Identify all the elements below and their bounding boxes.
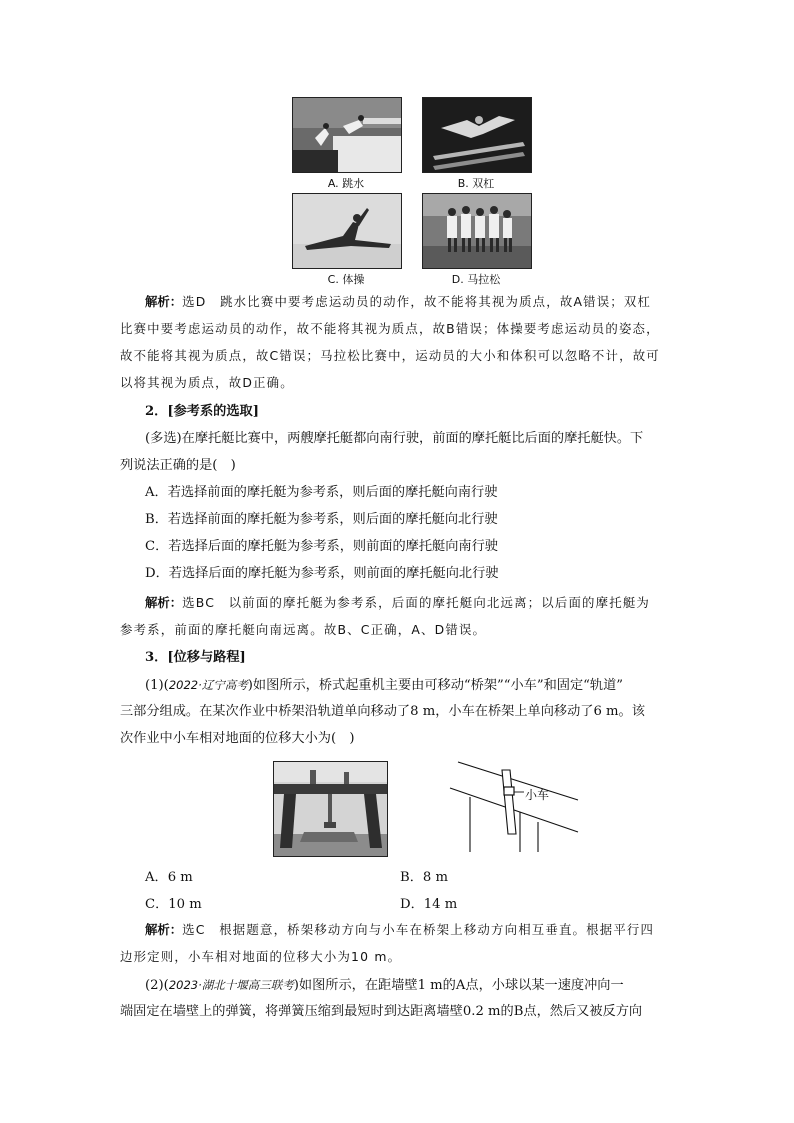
- source-tag: 2023·湖北十堰高三联考: [168, 978, 294, 992]
- q3-analysis-line-2: 边形定则，小车相对地面的位移大小为10 m。: [120, 949, 402, 964]
- analysis-label: 解析：: [145, 294, 183, 309]
- gantry-crane-photo: [273, 761, 388, 857]
- q2-heading: 2．[参考系的选取]: [145, 404, 259, 419]
- part-number: (1)(: [145, 678, 169, 693]
- gymnastics-photo: [292, 193, 402, 269]
- q2-option-d: D．若选择后面的摩托艇为参考系，则前面的摩托艇向北行驶: [145, 566, 499, 581]
- q3-option-c: C．10 m: [145, 897, 202, 912]
- parallel-bars-photo: [422, 97, 532, 173]
- analysis-text: 选BC 以前面的摩托艇为参考系，后面的摩托艇向北远离；以后面的摩托艇为: [182, 595, 650, 610]
- q2-stem-line-2: 列说法正确的是( ): [120, 458, 236, 473]
- q3-part2-line-2: 端固定在墙壁上的弹簧，将弹簧压缩到最短时到达距离墙壁0.2 m的B点，然后又被反方向: [120, 1004, 643, 1019]
- q3-part2-line-1: [145, 975, 624, 996]
- part-number: (2)(: [145, 978, 169, 993]
- part-text: )如图所示，桥式起重机主要由可移动“桥架”“小车”和固定“轨道”: [247, 678, 624, 693]
- q1-analysis-line-1: [145, 292, 651, 312]
- q2-option-b: B．若选择前面的摩托艇为参考系，则后面的摩托艇向北行驶: [145, 512, 498, 527]
- q3-analysis-line-1: [145, 920, 654, 940]
- diving-photo: [292, 97, 402, 173]
- crane-schematic-diagram: [440, 752, 590, 862]
- part-text: )如图所示，在距墙壁1 m的A点，小球以某一速度冲向一: [293, 978, 624, 993]
- q2-option-c: C．若选择后面的摩托艇为参考系，则前面的摩托艇向南行驶: [145, 539, 498, 554]
- q2-analysis-line-1: [145, 593, 650, 613]
- q3-heading: 3．[位移与路程]: [145, 650, 246, 665]
- analysis-label: 解析：: [145, 922, 183, 937]
- q1-analysis-line-4: 以将其视为质点，故D正确。: [120, 375, 294, 390]
- q2-stem-line-1: (多选)在摩托艇比赛中，两艘摩托艇都向南行驶，前面的摩托艇比后面的摩托艇快。下: [145, 431, 644, 446]
- analysis-text: 选C 根据题意，桥架移动方向与小车在桥架上移动方向相互垂直。根据平行四: [182, 922, 655, 937]
- q3-part1-line-1: [145, 675, 623, 696]
- q3-option-d: D．14 m: [400, 897, 458, 912]
- q2-analysis-line-2: 参考系，前面的摩托艇向南远离。故B、C正确，A、D错误。: [120, 622, 487, 637]
- figure-d-caption: D. 马拉松: [451, 273, 501, 286]
- marathon-photo: [422, 193, 532, 269]
- q3-option-b: B．8 m: [400, 870, 448, 885]
- trolley-label: 小车: [525, 788, 550, 802]
- figure-c-caption: C. 体操: [327, 273, 365, 286]
- analysis-text: 选D 跳水比赛中要考虑运动员的动作，故不能将其视为质点，故A错误；双杠: [182, 294, 652, 309]
- figure-b-caption: B. 双杠: [457, 177, 495, 190]
- q3-part1-line-3: 次作业中小车相对地面的位移大小为( ): [120, 731, 355, 746]
- q3-option-a: A．6 m: [145, 870, 193, 885]
- figure-a-caption: A. 跳水: [327, 177, 365, 190]
- analysis-label: 解析：: [145, 595, 183, 610]
- q1-analysis-line-2: 比赛中要考虑运动员的动作，故不能将其视为质点，故B错误；体操要考虑运动员的姿态，: [120, 321, 660, 336]
- source-tag: 2022·辽宁高考: [168, 678, 248, 692]
- q1-analysis-line-3: 故不能将其视为质点，故C错误；马拉松比赛中，运动员的大小和体积可以忽略不计，故可: [120, 348, 660, 363]
- q2-option-a: A．若选择前面的摩托艇为参考系，则后面的摩托艇向南行驶: [145, 485, 498, 500]
- q3-part1-line-2: 三部分组成。在某次作业中桥架沿轨道单向移动了8 m，小车在桥架上单向移动了6 m。该: [120, 704, 645, 719]
